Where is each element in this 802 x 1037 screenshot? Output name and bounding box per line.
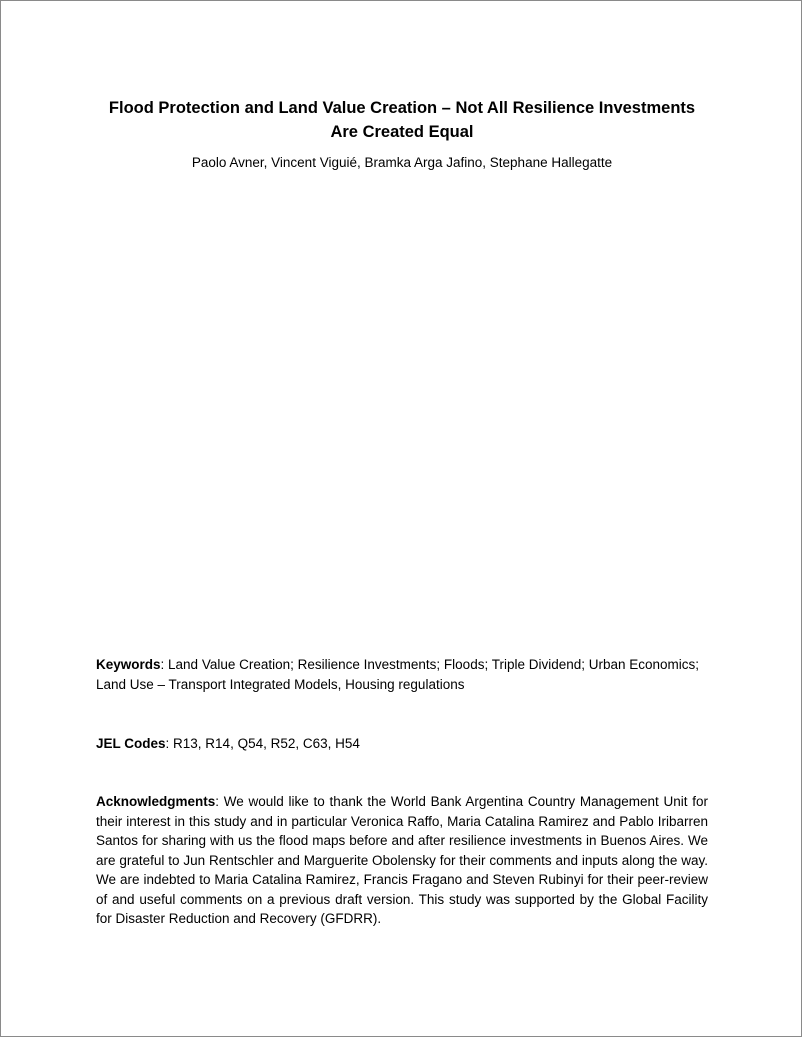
acknowledgments-label: Acknowledgments [96,794,216,809]
acknowledgments-section [96,792,708,929]
jel-codes-text: : R13, R14, Q54, R52, C63, H54 [165,736,360,751]
keywords-section [96,655,708,694]
acknowledgments-text: : We would like to thank the World Bank Argentina Country Management Unit for their interest in this study and in particular Veronica Raffo, Maria Catalina Ramirez and Pablo Iribarren Santos for sharing with us the flood maps before and after resilience investments in Buenos Aires. We are grateful to Jun Rentschler and Marguerite Obolensky for their comments and inputs along the way. We are indebted to Maria Catalina Ramirez, Francis Fragano and Steven Rubinyi for their peer-review of and useful comments on a previous draft version. This study was supported by the Global Facility for Disaster Reduction and Recovery (GFDRR). [96,794,708,926]
keywords-label: Keywords [96,657,161,672]
paper-authors: Paolo Avner, Vincent Viguié, Bramka Arga Jafino, Stephane Hallegatte [191,155,613,170]
jel-codes-label: JEL Codes [96,736,166,751]
keywords-text: : Land Value Creation; Resilience Investments; Floods; Triple Dividend; Urban Economics; Land Use – Transport Integrated Models, Housing regulations [96,657,700,692]
jel-codes-section [96,734,708,754]
paper-title: Flood Protection and Land Value Creation – Not All Resilience Investments Are Created Equal [108,99,696,141]
